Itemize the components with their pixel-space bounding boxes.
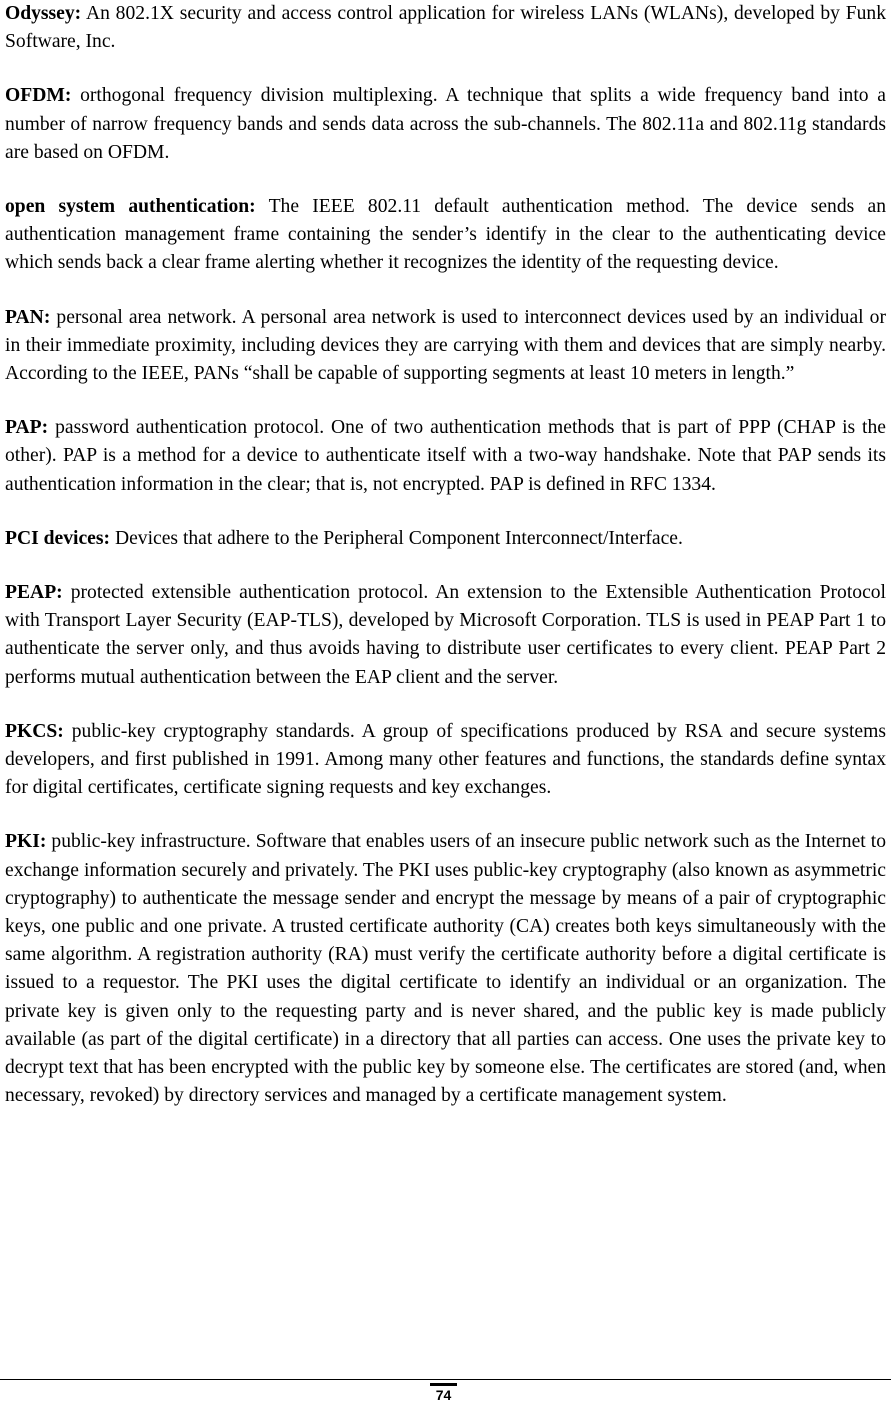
glossary-definition: Devices that adhere to the Peripheral Component Interconnect/Interface.: [114, 527, 683, 549]
glossary-entry-peap: [5, 579, 886, 692]
glossary-term: PAN:: [5, 306, 51, 328]
glossary-entry-pan: [5, 304, 886, 389]
glossary-entry-pki: [5, 828, 886, 1110]
page-number: 74: [430, 1383, 457, 1406]
glossary-definition: password authentication protocol. One of two authentication methods that is part of PPP (CHAP is the other). PAP is a method for a device to authenticate itself with a two-way handshake. Note that PAP sends its authentication information in the clear; that is, not encrypted. PAP is defined in RFC 1334.: [5, 417, 886, 495]
glossary-definition: An 802.1X security and access control application for wireless LANs (WLANs), developed by Funk Software, Inc.: [5, 3, 886, 53]
glossary-term: PAP:: [5, 417, 49, 439]
glossary-entry-odyssey: [5, 0, 886, 56]
glossary-page: [5, 0, 886, 1137]
glossary-definition: public-key cryptography standards. A group of specifications produced by RSA and secure systems developers, and first published in 1991. Among many other features and functions, the standards define syntax for digital certificates, certificate signing requests and key exchanges.: [5, 720, 886, 799]
glossary-entry-pap: [5, 414, 886, 499]
glossary-term: Odyssey:: [5, 3, 82, 24]
glossary-definition: personal area network. A personal area network is used to interconnect devices used by an individual or in their immediate proximity, including devices they are carrying with them and devices that are simply nearby. According to the IEEE, PANs “shall be capable of supporting segments at least 10 meters in length.”: [5, 306, 886, 385]
glossary-definition: public-key infrastructure. Software that enables users of an insecure public network such as the Internet to exchange information securely and privately. The PKI uses public-key cryptography (also known as asymmetric cryptography) to authenticate the message sender and encrypt the message by means of a pair of cryptographic keys, one public and one private. A trusted certificate authority (CA) creates both keys simultaneously with the same algorithm. A registration authority (RA) must verify the certificate authority before a digital certificate is issued to a requestor. The PKI uses the digital certificate to identify an individual or an organization. The private key is given only to the requesting party and is never shared, and the public key is made publicly available (as part of the digital certificate) in a directory that all parties can access. One uses the private key to decrypt text that has been encrypted with the public key by someone else. The certificates are stored (and, when necessary, revoked) by directory services and managed by a certificate management system.: [5, 831, 886, 1107]
glossary-term: PKI:: [5, 831, 47, 853]
glossary-entry-pci-devices: [5, 525, 886, 553]
glossary-definition: The IEEE 802.11 default authentication method. The device sends an authentication management frame containing the sender’s identify in the clear to the authenticating device which sends back a clear frame alerting whether it recognizes the identity of the requesting device.: [5, 196, 886, 274]
glossary-term: PEAP:: [5, 582, 63, 604]
glossary-term: PKCS:: [5, 720, 64, 742]
glossary-entry-ofdm: [5, 82, 886, 167]
glossary-term: open system authentication:: [5, 196, 256, 218]
glossary-term: OFDM:: [5, 85, 72, 107]
glossary-entry-open-system-authentication: [5, 193, 886, 278]
glossary-term: PCI devices:: [5, 527, 111, 549]
page-footer: [0, 1379, 891, 1406]
glossary-entry-pkcs: [5, 718, 886, 803]
glossary-definition: orthogonal frequency division multiplexing. A technique that splits a wide frequency band into a number of narrow frequency bands and sends data across the sub-channels. The 802.11a and 802.11g standards are based on OFDM.: [5, 85, 886, 163]
glossary-definition: protected extensible authentication protocol. An extension to the Extensible Authentication Protocol with Transport Layer Security (EAP-TLS), developed by Microsoft Corporation. TLS is used in PEAP Part 1 to authenticate the server only, and thus avoids having to distribute user certificates to every client. PEAP Part 2 performs mutual authentication between the EAP client and the server.: [5, 582, 887, 688]
footer-divider: [0, 1379, 891, 1380]
